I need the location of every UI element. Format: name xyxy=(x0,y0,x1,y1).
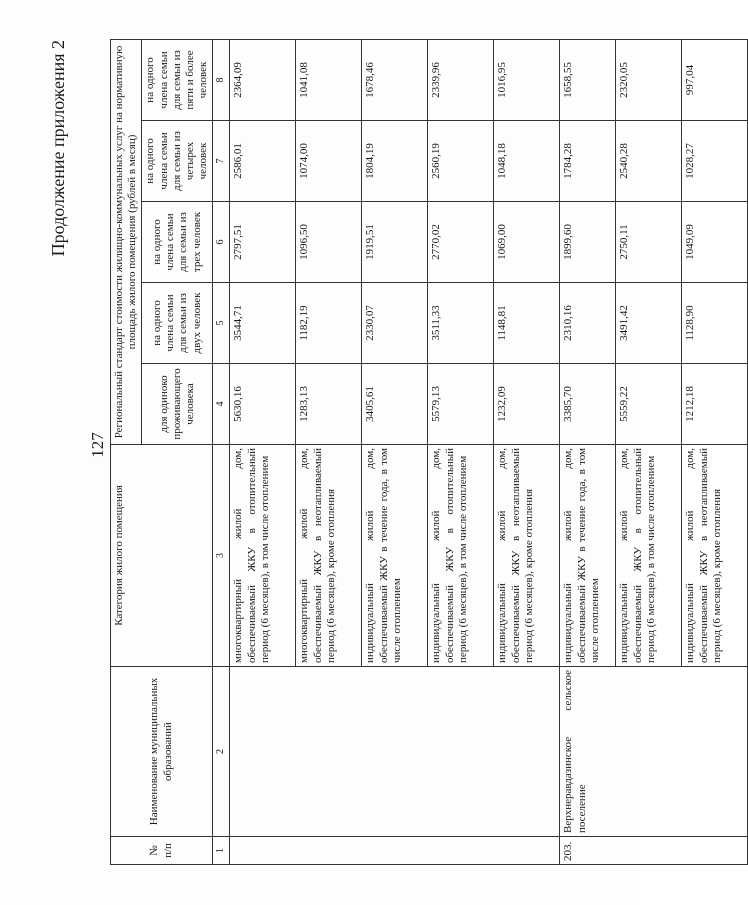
table-row xyxy=(230,39,296,864)
header-sub-2: на одного члена семьи для семьи из двух человек xyxy=(142,283,213,364)
row-value: 3405,61 xyxy=(362,364,428,445)
row-category: многоквартирный жилой дом, обеспечиваемый ЖКУ в неотапливаемый период (6 месяцев), кроме отопления xyxy=(296,445,362,667)
row-value: 1041,08 xyxy=(296,39,362,120)
row-value: 1182,19 xyxy=(296,283,362,364)
header-standard: Региональный стандарт стоимости жилищно-коммунальных услуг на нормативную площадь жилого помещения (рублей в месяц) xyxy=(111,39,142,444)
row-municipality xyxy=(230,667,560,837)
header-num: № п/п xyxy=(111,837,213,865)
col-number: 5 xyxy=(213,283,230,364)
row-category: многоквартирный жилой дом, обеспечиваемый ЖКУ в отопительный период (6 месяцев), в том числе отоплением xyxy=(230,445,296,667)
row-value: 3511,33 xyxy=(428,283,494,364)
row-value: 1048,18 xyxy=(494,121,560,202)
row-value: 1028,27 xyxy=(682,121,748,202)
row-value: 1016,95 xyxy=(494,39,560,120)
col-number: 8 xyxy=(213,39,230,120)
row-value: 3385,70 xyxy=(560,364,616,445)
row-value: 2364,09 xyxy=(230,39,296,120)
row-value: 2339,96 xyxy=(428,39,494,120)
col-number: 6 xyxy=(213,202,230,283)
row-value: 1096,50 xyxy=(296,202,362,283)
header-sub-1: для одиноко проживающего человека xyxy=(142,364,213,445)
row-value: 1049,09 xyxy=(682,202,748,283)
row-value: 2770,02 xyxy=(428,202,494,283)
row-value: 1232,09 xyxy=(494,364,560,445)
row-value: 1899,60 xyxy=(560,202,616,283)
row-category: индивидуальный жилой дом, обеспечиваемый ЖКУ в неотапливаемый период (6 месяцев), кроме отопления xyxy=(682,445,748,667)
page-number: 127 xyxy=(88,432,107,458)
row-value: 1069,00 xyxy=(494,202,560,283)
row-value: 1212,18 xyxy=(682,364,748,445)
row-value: 2560,19 xyxy=(428,121,494,202)
row-value: 1074,00 xyxy=(296,121,362,202)
row-value: 1919,51 xyxy=(362,202,428,283)
header-row-1 xyxy=(111,39,142,864)
row-category: индивидуальный жилой дом, обеспечиваемый ЖКУ в течение года, в том числе отоплением xyxy=(560,445,616,667)
col-number: 2 xyxy=(213,667,230,837)
row-value: 1658,55 xyxy=(560,39,616,120)
row-value: 5559,22 xyxy=(616,364,682,445)
header-sub-5: на одного члена семьи для семьи из пяти и более человек xyxy=(142,39,213,120)
row-value: 1678,46 xyxy=(362,39,428,120)
col-number: 1 xyxy=(213,837,230,865)
row-category: индивидуальный жилой дом, обеспечиваемый ЖКУ в отопительный период (6 месяцев), в том числе отоплением xyxy=(428,445,494,667)
column-number-row xyxy=(213,39,230,864)
row-category: индивидуальный жилой дом, обеспечиваемый ЖКУ в отопительный период (6 месяцев), в том числе отоплением xyxy=(616,445,682,667)
row-value: 2540,28 xyxy=(616,121,682,202)
row-value: 1784,28 xyxy=(560,121,616,202)
annex-title: Продолжение приложения 2 xyxy=(48,40,68,257)
row-value: 1804,19 xyxy=(362,121,428,202)
row-value: 5630,16 xyxy=(230,364,296,445)
col-number: 3 xyxy=(213,445,230,667)
row-municipality: Верхнеравдазинское сельское поселение xyxy=(560,667,748,837)
row-num: 203. xyxy=(560,837,748,865)
row-value: 2586,01 xyxy=(230,121,296,202)
row-value: 2750,11 xyxy=(616,202,682,283)
col-number: 7 xyxy=(213,121,230,202)
row-value: 3491,42 xyxy=(616,283,682,364)
row-value: 2797,51 xyxy=(230,202,296,283)
header-municipality: Наименование муниципальных образований xyxy=(111,667,213,837)
header-category: Категория жилого помещения xyxy=(111,445,213,667)
row-value: 1148,81 xyxy=(494,283,560,364)
row-value: 1283,13 xyxy=(296,364,362,445)
row-value: 1128,90 xyxy=(682,283,748,364)
row-value: 5579,13 xyxy=(428,364,494,445)
row-value: 3544,71 xyxy=(230,283,296,364)
col-number: 4 xyxy=(213,364,230,445)
row-num xyxy=(230,837,560,865)
tariff-table xyxy=(110,39,748,865)
row-value: 997,04 xyxy=(682,39,748,120)
table-row xyxy=(560,39,616,864)
row-value: 2310,16 xyxy=(560,283,616,364)
row-category: индивидуальный жилой дом, обеспечиваемый ЖКУ в течение года, в том числе отоплением xyxy=(362,445,428,667)
row-value: 2330,07 xyxy=(362,283,428,364)
row-category: индивидуальный жилой дом, обеспечиваемый ЖКУ в неотапливаемый период (6 месяцев), кроме отопления xyxy=(494,445,560,667)
row-value: 2320,05 xyxy=(616,39,682,120)
header-sub-3: на одного члена семьи для семьи из трех человек xyxy=(142,202,213,283)
header-sub-4: на одного члена семьи для семьи из четырех человек xyxy=(142,121,213,202)
